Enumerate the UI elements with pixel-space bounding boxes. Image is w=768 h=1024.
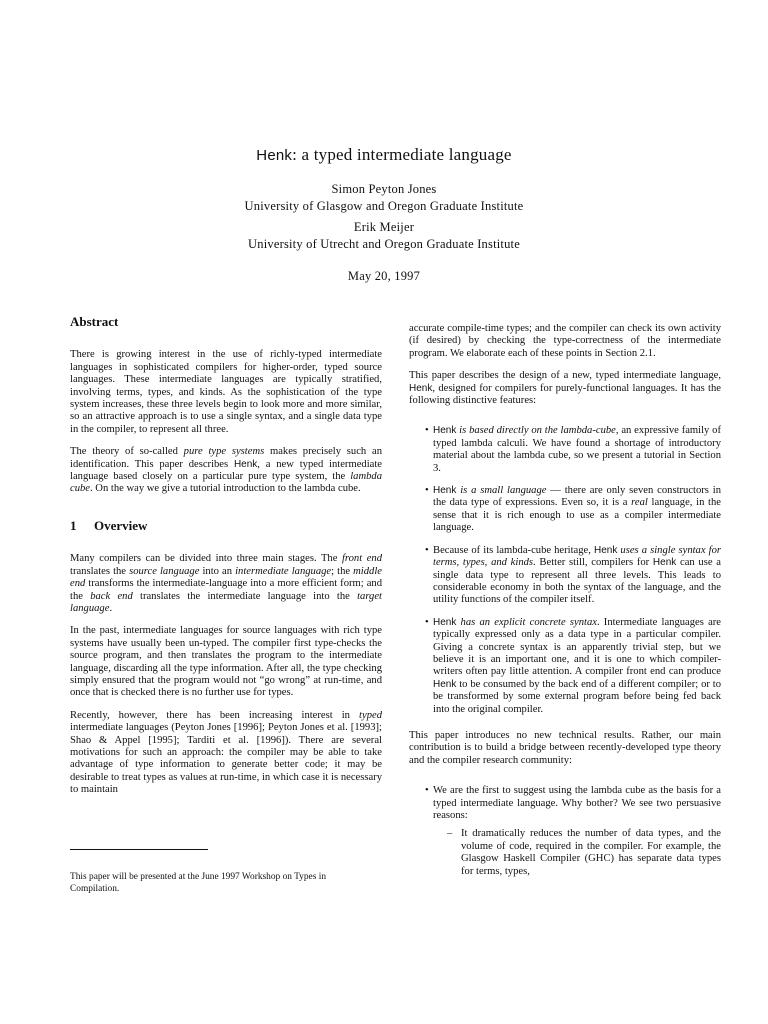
- emphasis: is based directly on the lambda-cube: [456, 425, 616, 437]
- right-paragraph-0: accurate compile-time types; and the compiler can check its own activity (if desired) by checking the type-correctness of the intermediate program. We elaborate each of these points in Section 2.1.: [409, 323, 721, 359]
- henk-name: Henk: [433, 425, 457, 437]
- text-run: Many compilers can be divided into three main stages. The: [70, 553, 342, 565]
- emphasis: uses a single syntax for terms, types, and kinds: [433, 544, 721, 569]
- paper-title: [0, 145, 768, 165]
- emphasis: back end: [90, 590, 133, 602]
- henk-name: Henk: [593, 544, 618, 556]
- abstract-paragraph-1: There is growing interest in the use of richly-typed intermediate languages in sophisticated compilers for higher-order, typed source languages. These intermediate languages are typically stratified, involving terms, types, and kinds. As the sophistication of the type system increases, these three levels begin to look more and more similar, so an attractive approach is to use a single syntax, and a single data type in the compiler, to represent all three.: [70, 349, 382, 435]
- section-number: 1: [70, 517, 77, 533]
- text-run: — there are only seven constructors in the data type of expressions. Even so, it is a: [433, 485, 722, 509]
- footnote-rule: [70, 849, 208, 850]
- text-run: , designed for compilers for purely-functional languages. It has the following distinctive features:: [409, 382, 721, 407]
- bullet-icon: •: [425, 485, 429, 497]
- henk-name: Henk: [652, 557, 677, 569]
- author-2: Erik Meijer: [353, 220, 415, 234]
- emphasis: middle end: [70, 565, 382, 590]
- feature-item: [409, 545, 721, 607]
- title-rest: : a typed intermediate language: [292, 145, 512, 164]
- left-column: [70, 316, 382, 807]
- text-run: language, in the sense that it is rich enough to use as a compiler intermediate language.: [433, 497, 721, 534]
- text-run: , an expressive family of typed lambda calculi. We have found a shortage of introductory material about the lambda cube, so we present a tutorial in Section 3.: [433, 425, 721, 474]
- feature-item: [409, 617, 721, 716]
- abstract-heading: Abstract: [70, 314, 119, 329]
- paper-date: May 20, 1997: [347, 269, 421, 283]
- feature-list: [409, 425, 721, 716]
- affiliation-2: University of Utrecht and Oregon Graduate Institute: [248, 237, 520, 251]
- text-run: makes precisely such an identification. This paper describes: [70, 446, 382, 470]
- text-run: , a new typed intermediate language based closely on a particular pure type system, the: [70, 458, 382, 483]
- right-paragraph-2: This paper introduces no new technical results. Rather, our main contribution is to build a bridge between recently-developed type theory and the compiler research community:: [409, 729, 721, 766]
- text-run: . Intermediate languages are typically expressed only as a data type in a particular compiler. Giving a concrete syntax is an apparently trivial step, but we believe it is an important one, and it is one to which compiler-writers often pay little attention. A compiler front end can produce: [433, 616, 721, 678]
- author-1: Simon Peyton Jones: [331, 182, 437, 196]
- text-run: This paper describes the design of a new, typed intermediate language,: [409, 370, 721, 382]
- emphasis: intermediate language: [235, 565, 332, 577]
- text-run: The theory of so-called: [70, 446, 184, 458]
- bullet-icon: •: [425, 785, 429, 797]
- overview-paragraph-1: [70, 553, 382, 615]
- text-run: . On the way we give a tutorial introduction to the lambda cube.: [90, 483, 361, 495]
- text-run: into an: [199, 565, 236, 577]
- henk-name: Henk: [433, 485, 457, 497]
- emphasis: lambda cube: [70, 471, 382, 495]
- text-run: can use a single data type to represent all three levels. This leads to considerable economy in both the syntax of the language, and the utility functions of the compiler itself.: [433, 557, 721, 606]
- emphasis: target language: [70, 590, 382, 614]
- contribution-list: [409, 785, 721, 878]
- abstract-paragraph-2: [70, 446, 382, 496]
- text-run: . Better still, compilers for: [533, 557, 653, 569]
- emphasis: real: [631, 497, 648, 509]
- right-column: [409, 323, 721, 888]
- emphasis: front end: [341, 553, 382, 565]
- text-run: It dramatically reduces the number of data types, and the volume of code, required in the compiler. For example, the Glasgow Haskell Compiler (GHC) has separate data types for terms, types,: [461, 828, 721, 877]
- emphasis: is a small language: [456, 485, 547, 497]
- text-run: We are the first to suggest using the lambda cube as the basis for a typed intermediate language. Why bother? We see two persuasive reasons:: [433, 785, 721, 821]
- text-run: translates the: [70, 565, 130, 577]
- henk-name: Henk: [409, 382, 433, 394]
- reason-item: [433, 828, 721, 878]
- text-run: Because of its lambda-cube heritage,: [433, 544, 594, 556]
- feature-item: [409, 425, 721, 475]
- reason-list: [433, 828, 721, 878]
- feature-item: [409, 485, 721, 535]
- dash-icon: –: [447, 828, 453, 840]
- section-title: Overview: [94, 517, 148, 533]
- text-run: Recently, however, there has been increasing interest in: [70, 709, 360, 721]
- affiliation-1: University of Glasgow and Oregon Graduate Institute: [244, 199, 524, 213]
- henk-name: Henk: [433, 616, 457, 628]
- text-run: .: [109, 602, 113, 614]
- overview-heading: [70, 517, 382, 533]
- text-run: transforms the intermediate-language into a more efficient form; and the: [70, 578, 382, 602]
- bullet-icon: •: [425, 544, 429, 556]
- emphasis: has an explicit concrete syntax: [456, 616, 597, 628]
- right-paragraph-1: [409, 370, 721, 407]
- emphasis: pure type systems: [183, 446, 265, 458]
- bullet-icon: •: [425, 616, 429, 628]
- emphasis: source language: [129, 565, 200, 577]
- text-run: to be consumed by the back end of a different compiler; or to be transformed by some external program before being fed back into the original compiler.: [433, 678, 721, 715]
- henk-name: Henk: [433, 678, 457, 690]
- overview-paragraph-2: In the past, intermediate languages for source languages with rich type systems have usually been un-typed. The compiler first type-checks the source program, and then translates the program to the intermediate language, discarding all the type information. After all, the type checking simply ensured that the program would not “go wrong” at run-time, and once that is checked there is no further use for types.: [70, 625, 382, 699]
- footnote: This paper will be presented at the June 1997 Workshop on Types in Compilation.: [70, 872, 327, 894]
- text-run: ; the: [331, 565, 354, 577]
- bullet-icon: •: [425, 425, 429, 437]
- henk-name: Henk: [233, 458, 258, 470]
- overview-paragraph-3: [70, 710, 382, 797]
- text-run: translates the intermediate language into the: [132, 590, 358, 602]
- text-run: intermediate languages (Peyton Jones [1996]; Peyton Jones et al. [1993]; Shao & Appel [1995]; Tarditi et al. [1996]). There are several motivations for such an approach: the compiler may be able to take advantage of type information to generate better code; it may be desirable to treat types as values at run-time, in which case it is necessary to maintain: [70, 722, 382, 796]
- emphasis: typed: [359, 709, 382, 721]
- title-henk: Henk: [256, 147, 293, 164]
- contribution-item: [409, 785, 721, 878]
